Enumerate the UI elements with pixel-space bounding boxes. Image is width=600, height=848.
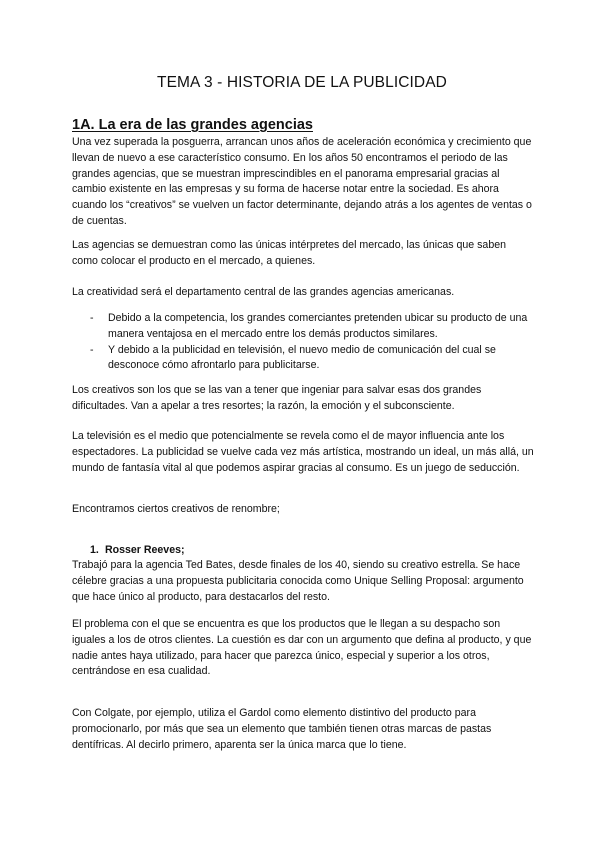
document-title: TEMA 3 - HISTORIA DE LA PUBLICIDAD — [157, 74, 447, 91]
paragraph-television: La televisión es el medio que potencialmente se revela como el de mayor influencia ante los espectadores. La publicidad se vuelve cada vez más artística, mostrando un ideal, un más allá, un mundo de fantasía vital al que podemos aspirar gracias al consumo. Es un juego de seducción. — [72, 430, 534, 474]
paragraph-reeves-intro: Trabajó para la agencia Ted Bates, desde finales de los 40, siendo su creativo estrella. Se hace célebre gracias a una propuesta publicitaria conocida como Unique Selling Proposal: argumento que hace único al producto, para destacarlos del resto. — [72, 559, 524, 603]
paragraph-creatividad: La creatividad será el departamento central de las grandes agencias americanas. — [72, 286, 455, 298]
paragraph-renombre: Encontramos ciertos creativos de renombre; — [72, 503, 280, 515]
subsection-title: Rosser Reeves; — [105, 544, 185, 556]
paragraph-intro: Una vez superada la posguerra, arrancan unos años de aceleración económica y crecimiento que llevan de nuevo a ese característico consumo. En los años 50 encontramos el periodo de las grandes agencias, que se muestran imprescindibles en el panorama empresarial gracias al cambio existente en las empresas y su forma de hacerse notar entre la sociedad. Es ahora cuando los “creativos” se vuelven un factor determinante, dejando atrás a los agentes de ventas o de cuentas. — [72, 136, 532, 227]
bullet-text: Debido a la competencia, los grandes comerciantes pretenden ubicar su producto de una manera ventajosa en el mercado entre los demás productos similares. — [108, 312, 528, 340]
paragraph-reeves-colgate: Con Colgate, por ejemplo, utiliza el Gardol como elemento distintivo del producto para promocionarlo, por más que sea un elemento que también tienen otras marcas de pastas dentífricas. Al decirlo primero, aparenta ser la única marca que lo tiene. — [72, 707, 492, 751]
bullet-marker: - — [90, 343, 94, 356]
paragraph-agencias: Las agencias se demuestran como las únicas intérpretes del mercado, las únicas que saben como colocar el producto en el mercado, a quienes. — [72, 239, 507, 267]
list-item — [72, 311, 534, 343]
subsection-number: 1. — [90, 544, 99, 556]
paragraph-creativos: Los creativos son los que se las van a tener que ingeniar para salvar esas dos grandes dificultades. Van a apelar a tres resortes; la razón, la emoción y el subconsciente. — [72, 384, 482, 412]
bullet-marker: - — [90, 312, 94, 324]
bullet-text: Y debido a la publicidad en televisión, el nuevo medio de comunicación del cual se desconoce cómo afrontarlo para publicitarse. — [108, 343, 496, 372]
paragraph-reeves-problema: El problema con el que se encuentra es que los productos que le llegan a su despacho son iguales a los de otros clientes. La cuestión es dar con un argumento que defina al producto, y que nadie antes haya utilizado, para hacer que parezca único, especial y superior a los otros, centrándose en esa cualidad. — [72, 618, 532, 678]
subsection-heading — [90, 544, 185, 556]
list-item — [72, 343, 534, 375]
bullet-list — [72, 311, 534, 374]
section-heading: 1A. La era de las grandes agencias — [72, 117, 313, 133]
